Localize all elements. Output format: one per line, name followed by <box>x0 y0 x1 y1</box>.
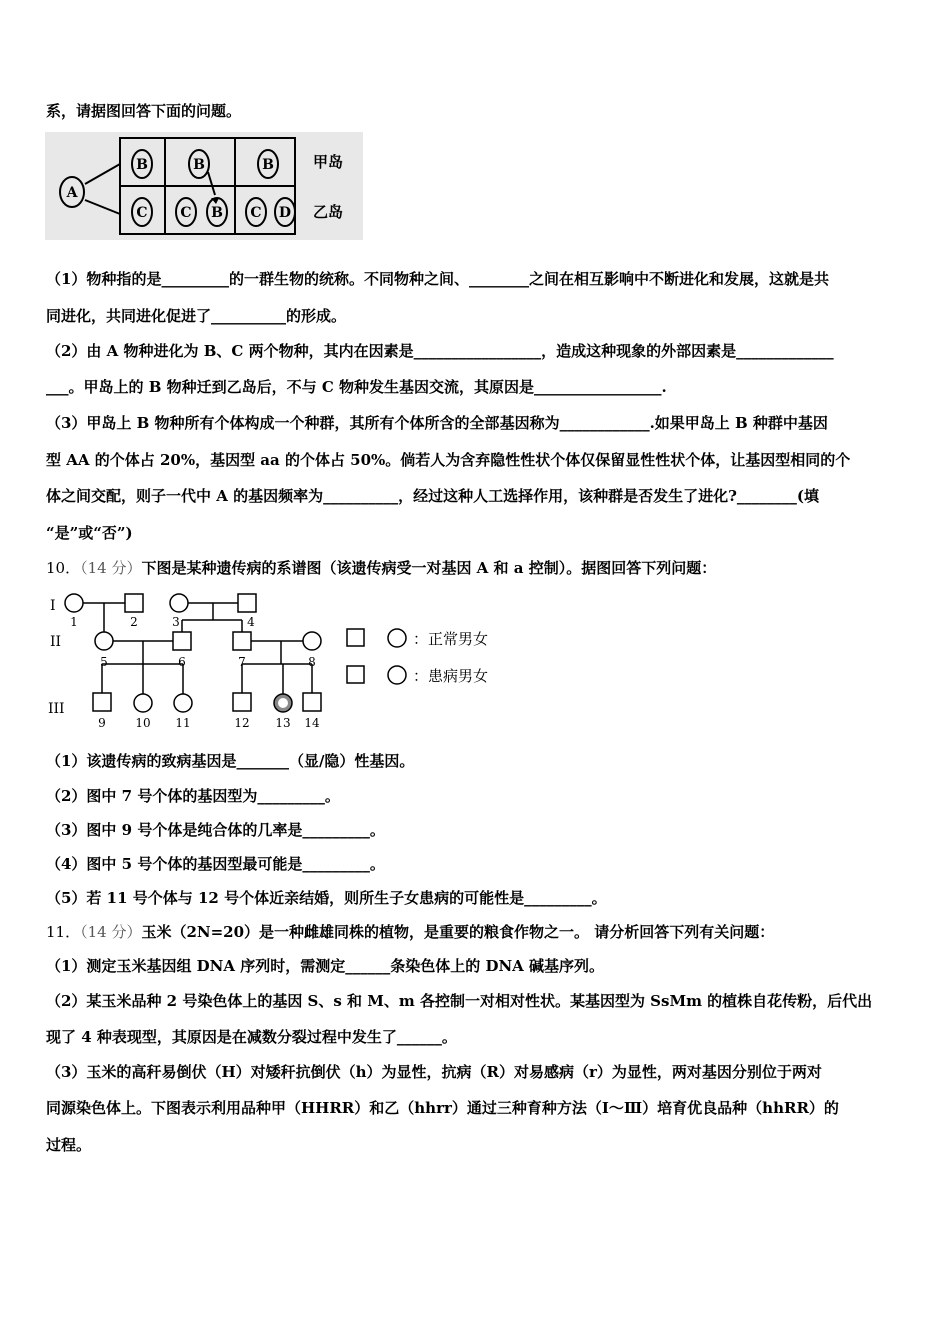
id-11: 11 <box>175 716 191 730</box>
q10-number: 10． <box>46 559 81 577</box>
q9-p3-line2: 型 AA 的个体占 20%，基因型 aa 的个体占 50%。倘若人为含弃隐性性状个体仅保留显性性状个体，让基因型相同的个 <box>46 451 851 469</box>
id-12: 12 <box>234 716 250 730</box>
label-c-3: C <box>250 205 262 221</box>
legend-normal-label: ：正常男女 <box>413 630 489 648</box>
legend-normal-male <box>347 629 364 646</box>
individual-1 <box>65 594 83 612</box>
individual-5 <box>95 632 113 650</box>
gen-label-3: III <box>48 701 65 717</box>
individual-6 <box>173 632 191 650</box>
id-3: 3 <box>172 615 180 629</box>
label-b-2: B <box>193 157 205 173</box>
q11-heading <box>46 921 774 943</box>
q11-s3-line2: 同源染色体上。下图表示利用品种甲（HHRR）和乙（hhrr）通过三种育种方法（Ⅰ～Ⅲ）培育优良品种（hhRR）的 <box>46 1099 839 1117</box>
q11-stem: 玉米（2N=20）是一种雌雄同株的植物，是重要的粮食作物之一。 请分析回答下列有关问题： <box>141 923 775 941</box>
id-1: 1 <box>70 615 78 629</box>
gen-label-1: I <box>50 598 56 614</box>
q9-p3-line3: 体之间交配，则子一代中 A 的基因频率为__________，经过这种人工选择作用，该种群是否发生了进化?________(填 <box>46 487 819 505</box>
individual-12 <box>233 693 251 711</box>
q11-s2-line2: 现了 4 种表现型，其原因是在减数分裂过程中发生了______。 <box>46 1028 457 1046</box>
individual-3 <box>170 594 188 612</box>
q11-s2-line1: （2）某玉米品种 2 号染色体上的基因 S、s 和 M、m 各控制一对相对性状。某基因型为 SsMm 的植株自花传粉，后代出 <box>46 992 873 1010</box>
q9-p3-line1: （3）甲岛上 B 物种所有个体构成一个种群，其所有个体所含的全部基因称为____________.如果甲岛上 B 种群中基因 <box>46 414 828 432</box>
q10-s5: （5）若 11 号个体与 12 号个体近亲结婚，则所生子女患病的可能性是_________。 <box>46 889 607 907</box>
individual-11 <box>174 694 192 712</box>
legend-normal-female <box>388 629 406 647</box>
label-c-1: C <box>136 205 148 221</box>
legend-affected-label: ：患病男女 <box>413 667 489 685</box>
label-b-1: B <box>136 157 148 173</box>
q10-s2: （2）图中 7 号个体的基因型为_________。 <box>46 787 340 805</box>
q10-s4: （4）图中 5 号个体的基因型最可能是_________。 <box>46 855 385 873</box>
pedigree-chart <box>40 588 520 733</box>
label-d: D <box>278 205 292 221</box>
id-10: 10 <box>135 716 151 730</box>
q9-p2-line1: （2）由 A 物种进化为 B、C 两个物种，其内在因素是_________________，造成这种现象的外部因素是_____________ <box>46 342 834 360</box>
label-b-3: B <box>262 157 274 173</box>
individual-7 <box>233 632 251 650</box>
label-a: A <box>66 185 78 201</box>
island-diagram <box>45 132 363 240</box>
q11-s1: （1）测定玉米基因组 DNA 序列时，需测定______条染色体上的 DNA 碱基序列。 <box>46 957 605 975</box>
id-5: 5 <box>100 655 108 669</box>
individual-4 <box>238 594 256 612</box>
q10-s1: （1）该遗传病的致病基因是_______（显/隐）性基因。 <box>46 752 415 770</box>
gen-label-2: II <box>50 634 62 650</box>
q9-p1-line2: 同进化，共同进化促进了__________的形成。 <box>46 307 347 325</box>
individual-9 <box>93 693 111 711</box>
individual-14 <box>303 693 321 711</box>
individual-10 <box>134 694 152 712</box>
q10-stem: 下图是某种遗传病的系谱图（该遗传病受一对基因 A 和 a 控制）。据图回答下列问题： <box>141 559 717 577</box>
legend-affected-male <box>347 666 364 683</box>
q11-s3-line3: 过程。 <box>46 1136 92 1154</box>
island-jia-label: 甲岛 <box>313 153 344 171</box>
id-6: 6 <box>178 655 186 669</box>
q10-heading <box>46 557 716 579</box>
label-b-4: B <box>211 205 223 221</box>
q10-score: （14 分） <box>80 559 142 577</box>
q9-p2-line2: ___。甲岛上的 B 物种迁到乙岛后，不与 C 物种发生基因交流，其原因是_________________. <box>46 378 667 396</box>
id-2: 2 <box>130 615 138 629</box>
q11-s3-line1: （3）玉米的高秆易倒伏（H）对矮秆抗倒伏（h）为显性，抗病（R）对易感病（r）为显性，两对基因分别位于两对 <box>46 1063 822 1081</box>
id-14: 14 <box>304 716 320 730</box>
individual-2 <box>125 594 143 612</box>
id-13: 13 <box>275 716 291 730</box>
id-7: 7 <box>238 655 246 669</box>
label-c-2: C <box>180 205 192 221</box>
intro-text: 系，请据图回答下面的问题。 <box>46 102 242 120</box>
q9-p1-line1: （1）物种指的是_________的一群生物的统称。不同物种之间、________之间在相互影响中不断进化和发展，这就是共 <box>46 270 829 288</box>
q11-number: 11． <box>46 923 81 941</box>
island-yi-label: 乙岛 <box>313 203 344 221</box>
individual-8 <box>303 632 321 650</box>
id-4: 4 <box>247 615 255 629</box>
id-9: 9 <box>98 716 106 730</box>
q9-p3-line4: “是”或“否”) <box>46 524 133 542</box>
q11-score: （14 分） <box>80 923 142 941</box>
q10-s3: （3）图中 9 号个体是纯合体的几率是_________。 <box>46 821 385 839</box>
id-8: 8 <box>308 655 316 669</box>
